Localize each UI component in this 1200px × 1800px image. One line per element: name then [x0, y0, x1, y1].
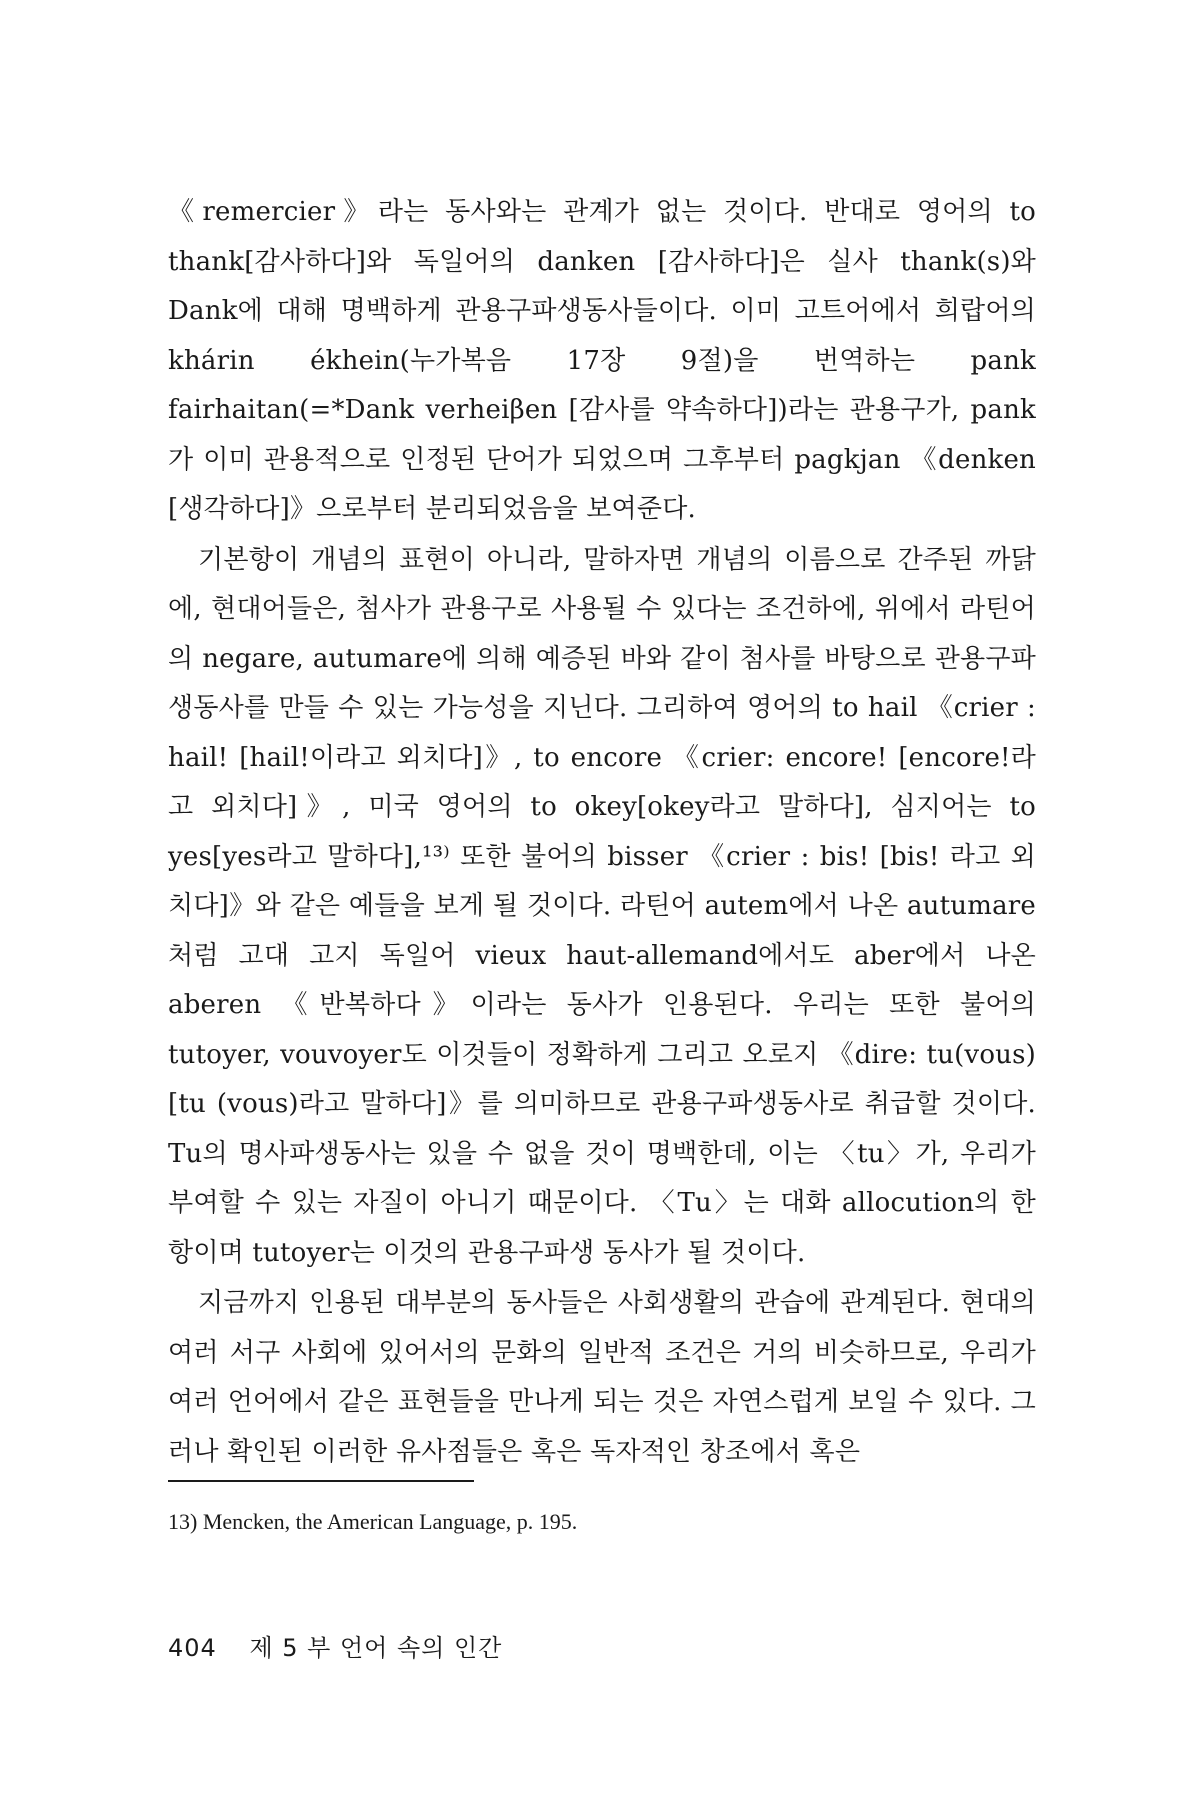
- page-number: 404: [168, 1634, 217, 1662]
- section-title: 제 5 부 언어 속의 인간: [249, 1634, 503, 1662]
- paragraph-1: 《remercier》라는 동사와는 관계가 없는 것이다. 반대로 영어의 to thank[감사하다]와 독일어의 danken [감사하다]은 실사 thank(s)와 Dank에 대해 명백하게 관용구파생동사들이다. 이미 고트어에서 희랍어의 khárin ékhein(누가복음 17장 9절)을 번역하는 pank fairhaitan(=*Dank verheiβen [감사를 약속하다])라는 관용구가, pank가 이미 관용적으로 인정된 단어가 되었으며 그후부터 pagkjan 《denken [생각하다]》으로부터 분리되었음을 보여준다.: [168, 197, 1036, 524]
- paragraph-3: 지금까지 인용된 대부분의 동사들은 사회생활의 관습에 관계된다. 현대의 여러 서구 사회에 있어서의 문화의 일반적 조건은 거의 비슷하므로, 우리가 여러 언어에서 같은 표현들을 만나게 되는 것은 자연스럽게 보일 수 있다. 그러나 확인된 이러한 유사점들은 혹은 독자적인 창조에서 혹은: [168, 1288, 1036, 1467]
- page-footer: [168, 1632, 502, 1664]
- body-text: [168, 188, 1036, 1477]
- paragraph-2: 기본항이 개념의 표현이 아니라, 말하자면 개념의 이름으로 간주된 까닭에, 현대어들은, 첨사가 관용구로 사용될 수 있다는 조건하에, 위에서 라틴어의 negare, autumare에 의해 예증된 바와 같이 첨사를 바탕으로 관용구파생동사를 만들 수 있는 가능성을 지닌다. 그리하여 영어의 to hail 《crier : hail! [hail!이라고 외치다]》, to encore 《crier: encore! [encore!라고 외치다]》, 미국 영어의 to okey[okey라고 말하다], 심지어는 to yes[yes라고 말하다],¹³⁾ 또한 불어의 bisser 《crier : bis! [bis! 라고 외치다]》와 같은 예들을 보게 될 것이다. 라틴어 autem에서 나온 autumare처럼 고대 고지 독일어 vieux haut-allemand에서도 aber에서 나온 aberen 《반복하다》이라는 동사가 인용된다. 우리는 또한 불어의 tutoyer, vouvoyer도 이것들이 정확하게 그리고 오로지 《dire: tu(vous) [tu (vous)라고 말하다]》를 의미하므로 관용구파생동사로 취급할 것이다. Tu의 명사파생동사는 있을 수 없을 것이 명백한데, 이는 〈tu〉가, 우리가 부여할 수 있는 자질이 아니기 때문이다. 〈Tu〉는 대화 allocution의 한 항이며 tutoyer는 이것의 관용구파생 동사가 될 것이다.: [168, 544, 1036, 1268]
- footnote-13: 13) Mencken, the American Language, p. 195.: [168, 1509, 578, 1534]
- page-body: [168, 188, 1036, 1477]
- footnote-divider: [168, 1480, 474, 1482]
